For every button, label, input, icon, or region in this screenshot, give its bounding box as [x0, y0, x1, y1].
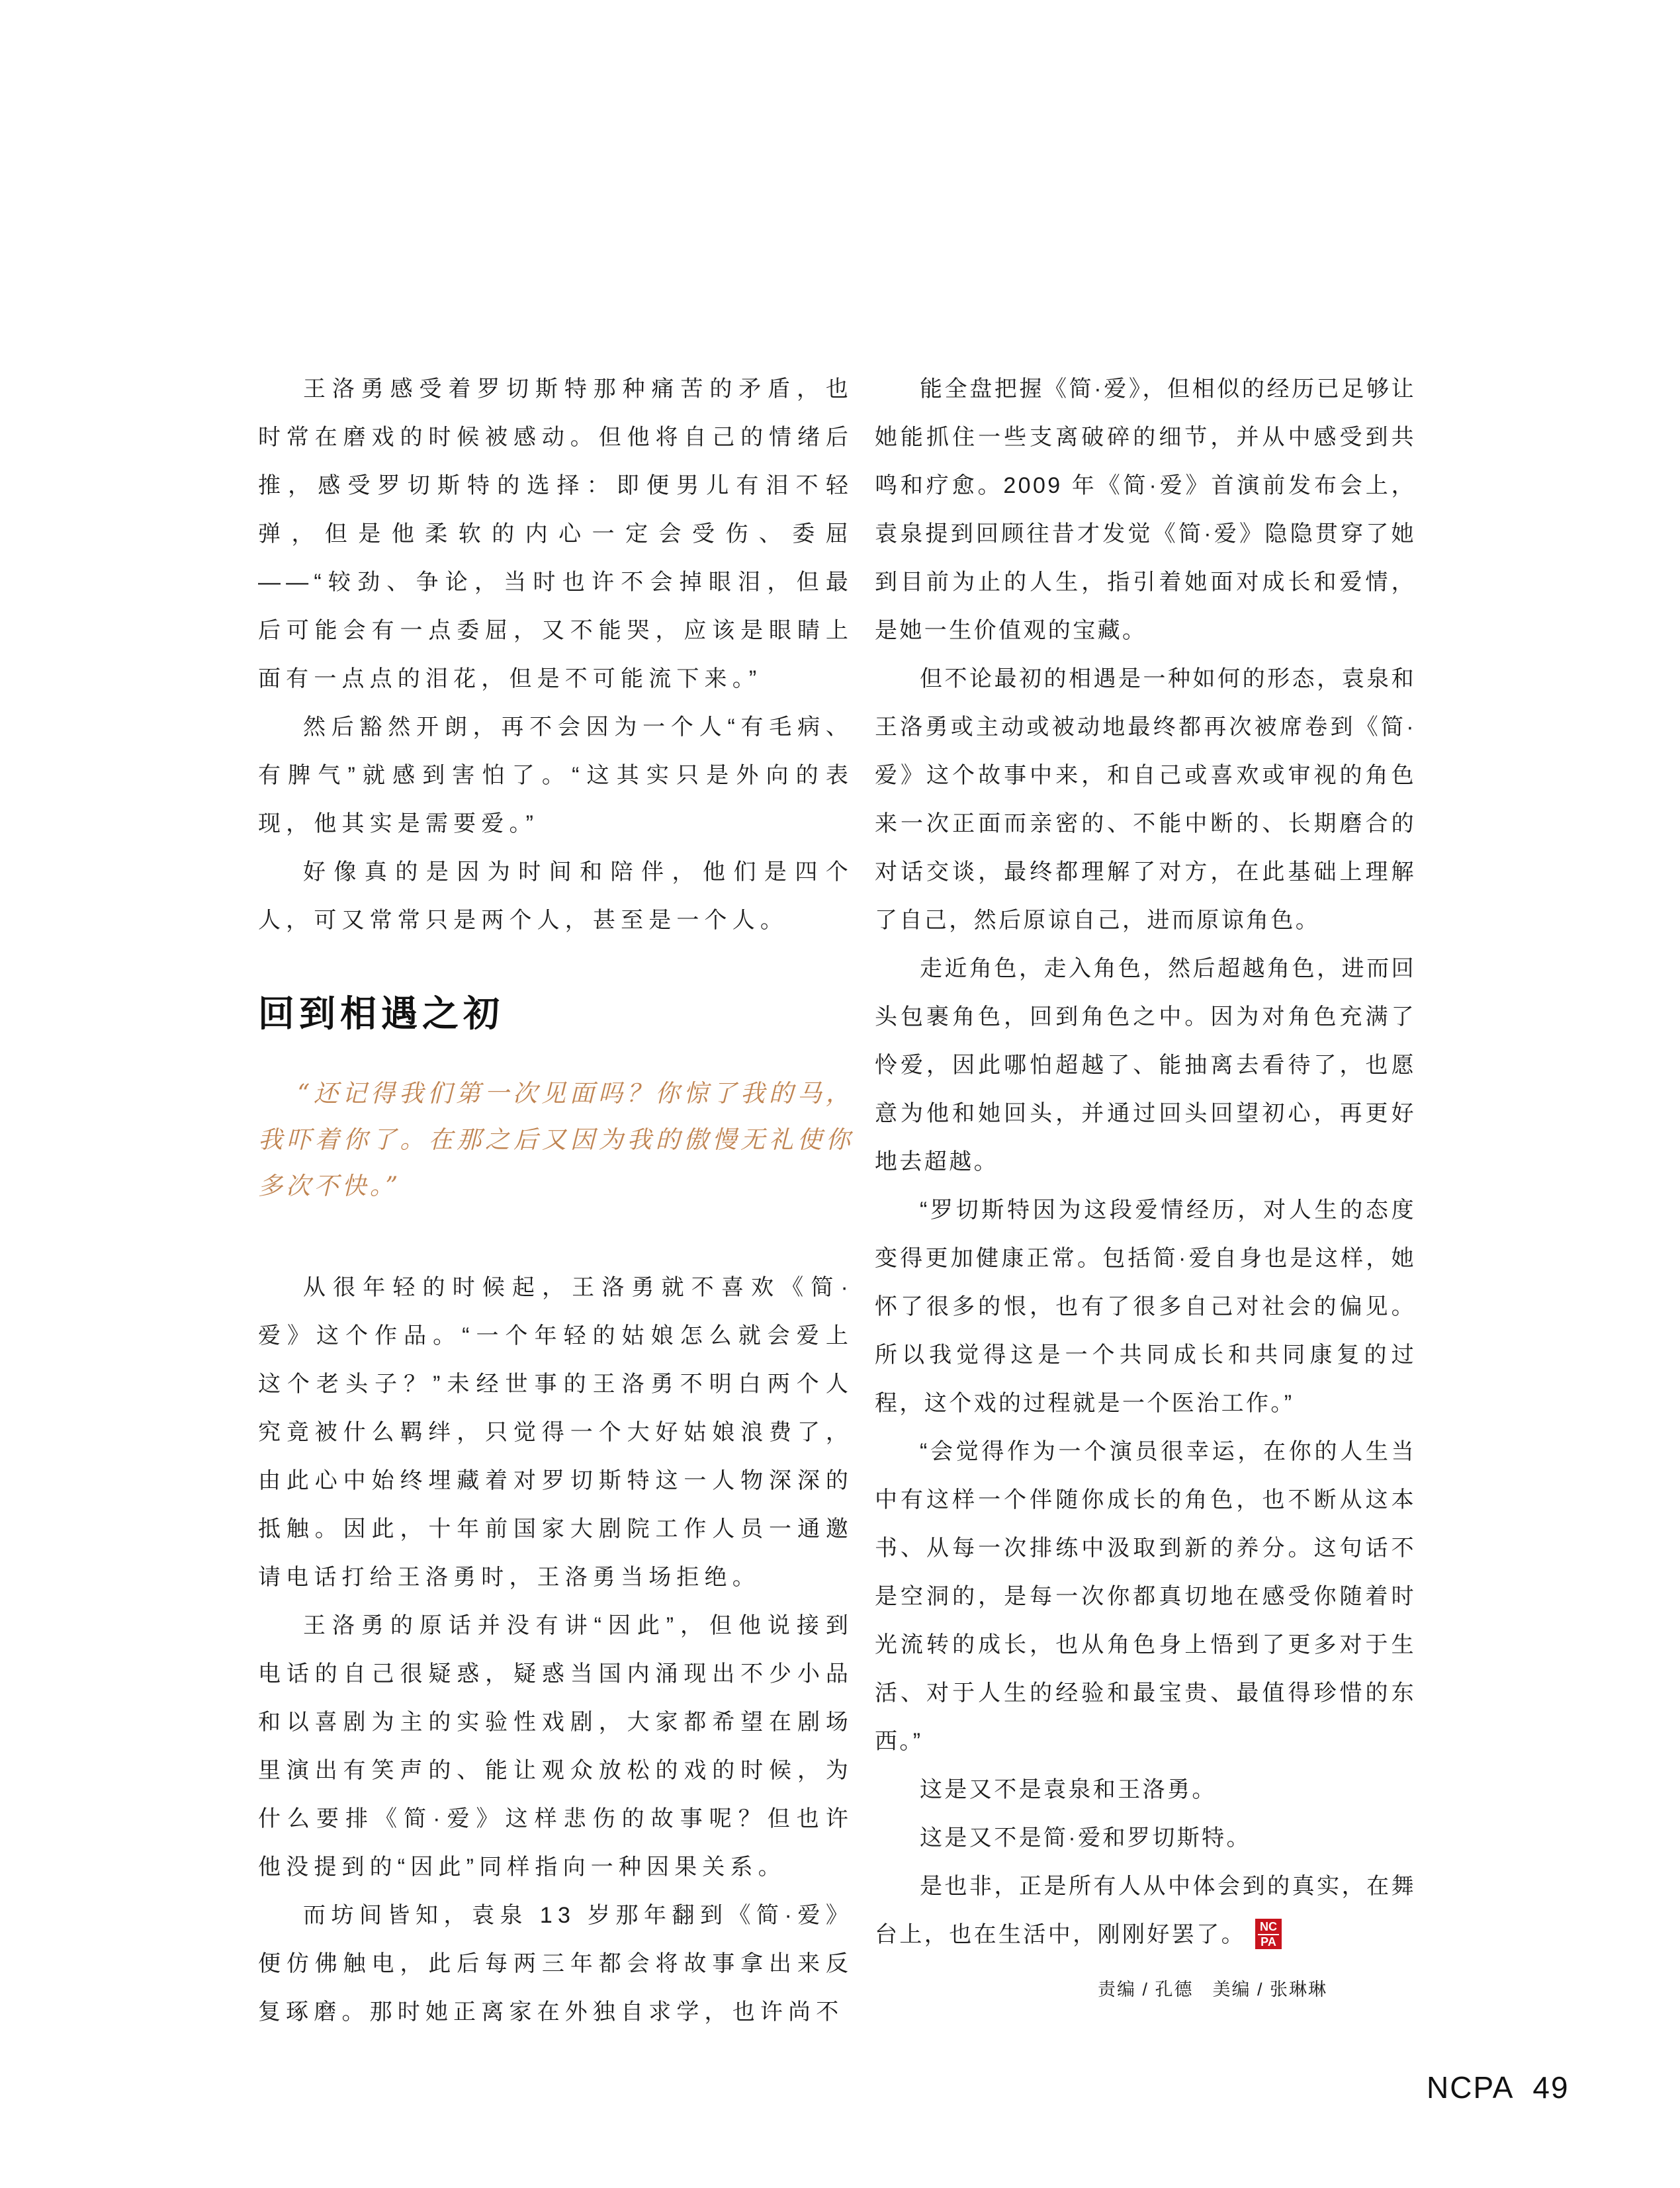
- section-heading: 回到相遇之初: [258, 993, 505, 1034]
- body-paragraph: 王洛勇感受着罗切斯特那种痛苦的矛盾，也时常在磨戏的时候被感动。但他将自己的情绪后推，感受罗切斯特的选择：即便男儿有泪不轻弹，但是他柔软的内心一定会受伤、委屈——“较劲、争论，当时也许不会掉眼泪，但最后可能会有一点委屈，又不能哭，应该是眼睛上面有一点点的泪花，但是不可能流下来。”: [258, 376, 854, 691]
- ncpa-seal-icon: [1255, 1919, 1282, 1949]
- body-paragraph: 然后豁然开朗，再不会因为一个人“有毛病、有脾气”就感到害怕了。“这其实只是外向的表现，他其实是需要爱。”: [258, 715, 854, 836]
- body-paragraph: 能全盘把握《简·爱》，但相似的经历已足够让她能抓住一些支离破碎的细节，并从中感受到共鸣和疗愈。2009 年《简·爱》首演前发布会上，袁泉提到回顾往昔才发觉《简·爱》隐隐贯穿了她到目前为止的人生，指引着她面对成长和爱情，是她一生价值观的宝藏。: [875, 376, 1416, 643]
- body-paragraph: 从很年轻的时候起，王洛勇就不喜欢《简·爱》这个作品。“一个年轻的姑娘怎么就会爱上这个老头子？”未经世事的王洛勇不明白两个人究竟被什么羁绊，只觉得一个大好姑娘浪费了，由此心中始终埋藏着对罗切斯特这一人物深深的抵触。因此，十年前国家大剧院工作人员一通邀请电话打给王洛勇时，王洛勇当场拒绝。: [258, 1275, 854, 1590]
- brand-mark: NCPA: [1427, 2070, 1515, 2105]
- body-paragraph: “会觉得作为一个演员很幸运，在你的人生当中有这样一个伴随你成长的角色，也不断从这本书、从每一次排练中汲取到新的养分。这句话不是空洞的，是每一次你都真切地在感受你随着时光流转的成长，也从角色身上悟到了更多对于生活、对于人生的经验和最宝贵、最值得珍惜的东西。”: [875, 1439, 1416, 1754]
- right-column: [875, 365, 1416, 1959]
- body-paragraph: 但不论最初的相遇是一种如何的形态，袁泉和王洛勇或主动或被动地最终都再次被席卷到《简·爱》这个故事中来，和自己或喜欢或审视的角色来一次正面而亲密的、不能中断的、长期磨合的对话交谈，最终都理解了对方，在此基础上理解了自己，然后原谅自己，进而原谅角色。: [875, 666, 1416, 933]
- credits-line: 责编 / 孔德 美编 / 张琳琳: [1097, 1980, 1327, 1999]
- body-paragraph: 好像真的是因为时间和陪伴，他们是四个人，可又常常只是两个人，甚至是一个人。: [258, 859, 854, 933]
- body-paragraph: 这是又不是简·爱和罗切斯特。: [920, 1825, 1251, 1851]
- page-folio: [1427, 2070, 1569, 2105]
- page-number: 49: [1532, 2070, 1569, 2105]
- body-paragraph: “罗切斯特因为这段爱情经历，对人生的态度变得更加健康正常。包括简·爱自身也是这样，她怀了很多的恨，也有了很多自己对社会的偏见。所以我觉得这是一个共同成长和共同康复的过程，这个戏的过程就是一个医治工作。”: [875, 1198, 1416, 1416]
- seal-line-2: PA: [1260, 1935, 1276, 1948]
- left-column-upper: [258, 365, 854, 945]
- body-paragraph: [875, 1862, 1416, 1959]
- left-column-lower: [258, 1264, 854, 2036]
- pull-quote: “还记得我们第一次见面吗？你惊了我的马，我吓着你了。在那之后又因为我的傲慢无礼使你多次不快。”: [258, 1079, 854, 1200]
- body-paragraph: 这是又不是袁泉和王洛勇。: [920, 1777, 1217, 1802]
- body-paragraph: 王洛勇的原话并没有讲“因此”，但他说接到电话的自己很疑惑，疑惑当国内涌现出不少小品和以喜剧为主的实验性戏剧，大家都希望在剧场里演出有笑声的、能让观众放松的戏的时候，为什么要排《简·爱》这样悲伤的故事呢？但也许他没提到的“因此”同样指向一种因果关系。: [258, 1613, 854, 1880]
- closing-sentence: 是也非，正是所有人从中体会到的真实，在舞台上，也在生活中，刚刚好罢了。: [875, 1874, 1416, 1947]
- body-paragraph: 而坊间皆知，袁泉 13 岁那年翻到《简·爱》便仿佛触电，此后每两三年都会将故事拿出来反复琢磨。那时她正离家在外独自求学，也许尚不: [258, 1903, 854, 2025]
- seal-line-1: NC: [1258, 1920, 1279, 1935]
- body-paragraph: 走近角色，走入角色，然后超越角色，进而回头包裹角色，回到角色之中。因为对角色充满了怜爱，因此哪怕超越了、能抽离去看待了，也愿意为他和她回头，并通过回头回望初心，再更好地去超越。: [875, 956, 1416, 1174]
